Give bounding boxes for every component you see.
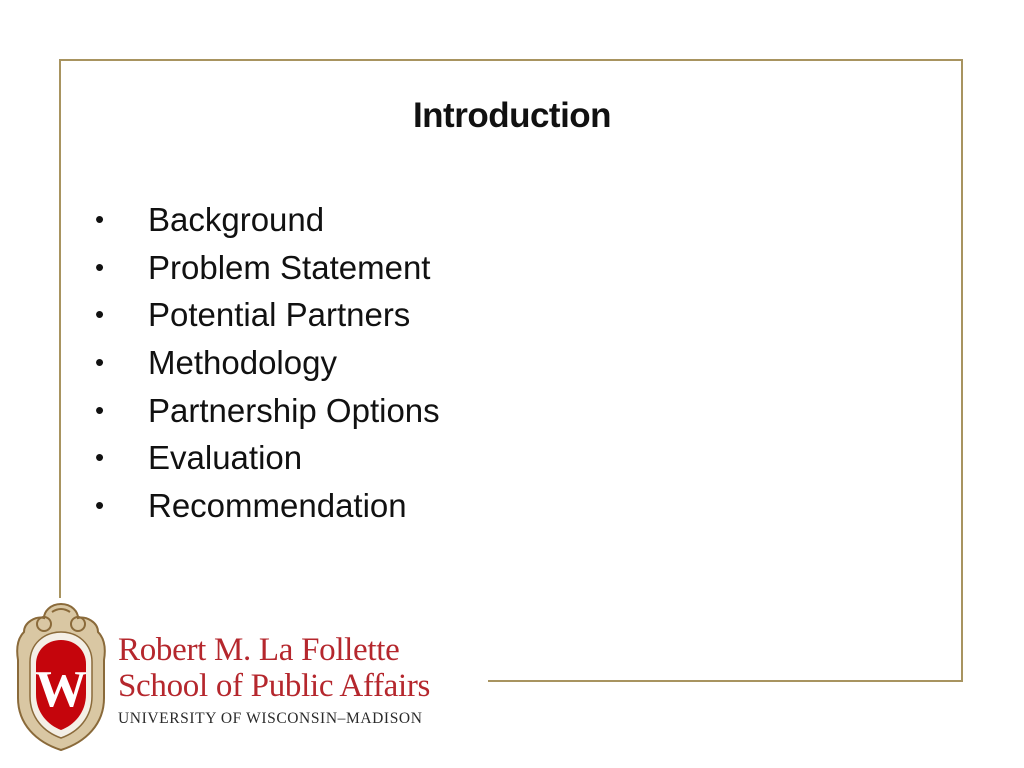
uw-crest-icon (14, 602, 108, 752)
bullet-icon: • (95, 299, 105, 330)
bullet-item (95, 434, 440, 482)
bullet-item (95, 291, 440, 339)
bullet-icon: • (95, 442, 105, 473)
bullet-icon: • (95, 490, 105, 521)
logo-name-line: Robert M. La Follette (118, 632, 400, 668)
bullet-text: Recommendation (148, 487, 407, 525)
bullet-icon: • (95, 251, 105, 282)
bullet-item (95, 196, 440, 244)
bullet-text: Methodology (148, 344, 337, 382)
logo-university-line: UNIVERSITY OF WISCONSIN–MADISON (118, 710, 423, 727)
bullet-icon: • (95, 394, 105, 425)
bullet-item (95, 387, 440, 435)
bullet-text: Partnership Options (148, 391, 440, 429)
bullet-icon: • (95, 204, 105, 234)
crest-letter: W (35, 661, 87, 718)
slide-title: Introduction (412, 96, 612, 135)
la-follette-logo (14, 602, 484, 752)
bullet-text: Potential Partners (148, 296, 411, 334)
bullet-text: Background (148, 201, 325, 238)
bullet-text: Problem Statement (148, 248, 431, 286)
bullet-item (95, 339, 440, 387)
bullet-icon: • (95, 347, 105, 378)
bullet-item (95, 244, 440, 292)
logo-school-line: School of Public Affairs (118, 668, 431, 704)
bullet-text: Evaluation (148, 439, 303, 477)
bullet-list (95, 196, 440, 530)
bullet-item (95, 482, 440, 530)
